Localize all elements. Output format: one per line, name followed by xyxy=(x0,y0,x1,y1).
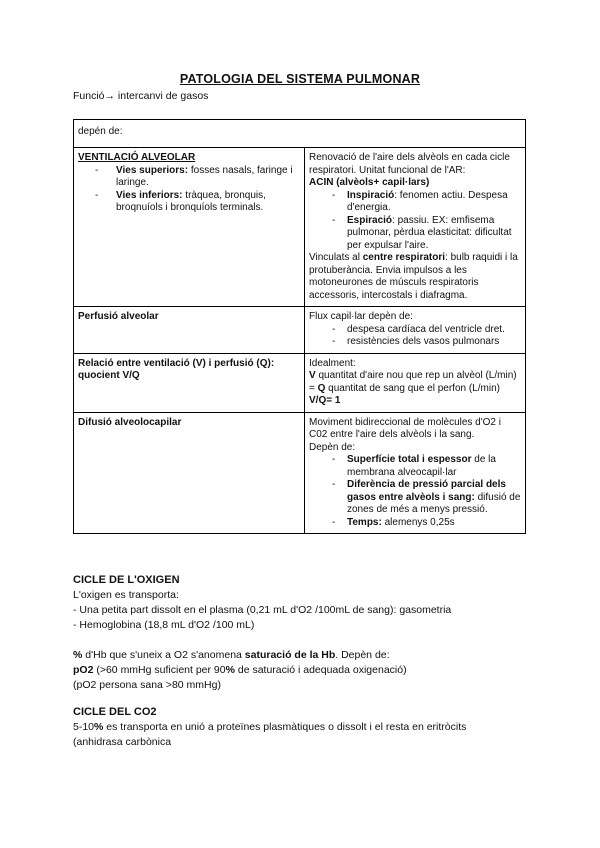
row-heading: VENTILACIÓ ALVEOLAR xyxy=(78,152,196,163)
list-item: - Inspiració: fenomen actiu. Despesa d'energia. xyxy=(309,190,521,215)
row-ventilacio-right xyxy=(305,148,526,307)
list-item: - resistències dels vasos pulmonars xyxy=(309,336,521,349)
text-line: - Una petita part dissolt en el plasma (0,21 mL d'O2 /100mL de sang): gasometria xyxy=(73,604,452,616)
page-title: PATOLOGIA DEL SISTEMA PULMONAR xyxy=(179,72,421,86)
table-row xyxy=(74,412,526,534)
text-line: pO2 (>60 mmHg suficient per 90% de saturació i adequada oxigenació) xyxy=(73,664,407,676)
text-line: % d'Hb que s'uneix a O2 s'anomena saturació de la Hb. Depèn de: xyxy=(73,649,390,661)
table-row xyxy=(74,353,526,412)
oxygen-section xyxy=(73,573,533,693)
acin-label: ACIN (alvèols+ capil·lars) xyxy=(309,177,430,188)
text-line: (pO2 persona sana >80 mmHg) xyxy=(73,679,221,691)
list-item: - Espiració: passiu. EX: emfisema pulmonar, pèrdua elasticitat: dificultat per expulsar l'aire. xyxy=(309,215,521,253)
cell-text: Renovació de l'aire dels alvèols en cada cicle respiratori. Unitat funcional de l'AR: xyxy=(309,152,510,176)
text-line: L'oxigen es transporta: xyxy=(73,589,179,601)
row-perfusio-left xyxy=(74,307,305,354)
page-subtitle: Funció→ intercanvi de gasos xyxy=(73,90,209,102)
cell-text: Vinculats al centre respiratori: bulb raquidi i la protuberància. Envia impulsos a les motoneurones de músculs respiratoris accessoris, intercostals i diafragma. xyxy=(309,252,518,301)
row-difusio-left xyxy=(74,412,305,534)
table-row xyxy=(74,307,526,354)
vq-ratio: V/Q= 1 xyxy=(309,395,341,406)
list-item: - Superfície total i espessor de la membrana alveocapil·lar xyxy=(309,454,521,479)
section-title: CICLE DE L'OXIGEN xyxy=(73,574,180,586)
text-line: - Hemoglobina (18,8 mL d'O2 /100 mL) xyxy=(73,619,255,631)
list-item: - Diferència de pressió parcial dels gasos entre alvèols i sang: difusió de zones de més a menys pressió. xyxy=(309,479,521,517)
list-item: - Vies inferiors: tràquea, bronquis, broqnuíols i bronquíols terminals. xyxy=(78,190,300,215)
row-vq-left xyxy=(74,353,305,412)
cell-text: Flux capil·lar depèn de: xyxy=(309,311,413,322)
cell-text: Depèn de: xyxy=(309,441,356,453)
text-line: (anhidrasa carbònica xyxy=(73,736,172,748)
row-vq-right xyxy=(305,353,526,412)
table-header: depén de: xyxy=(74,120,526,148)
row-difusio-right xyxy=(305,412,526,534)
list-item: - Temps: alemenys 0,25s xyxy=(309,517,521,530)
cell-text: Idealment: xyxy=(309,357,356,369)
cell-text: Moviment bidireccional de molècules d'O2 i C02 entre l'aire dels alvèols i la sang. xyxy=(309,416,501,440)
row-ventilacio-left xyxy=(74,148,305,307)
co2-section xyxy=(73,705,533,750)
row-heading: Relació entre ventilació (V) i perfusió (Q): quocient V/Q xyxy=(78,357,275,381)
text-line: 5-10% es transporta en unió a proteïnes plasmàtiques o dissolt i el resta en eritròcits xyxy=(73,721,467,733)
pulmonary-table xyxy=(73,119,526,534)
row-perfusio-right xyxy=(305,307,526,354)
row-heading: Difusió alveolocapilar xyxy=(78,416,182,428)
cell-text: V quantitat d'aire nou que rep un alvèol (L/min) = Q quantitat de sang que el perfon (L/min) xyxy=(309,370,517,394)
row-heading: Perfusió alveolar xyxy=(78,311,159,322)
list-item: - despesa cardíaca del ventricle dret. xyxy=(309,324,521,337)
table-row xyxy=(74,148,526,307)
section-title: CICLE DEL CO2 xyxy=(73,706,157,718)
list-item: - Vies superiors: fosses nasals, faringe i laringe. xyxy=(78,165,300,190)
